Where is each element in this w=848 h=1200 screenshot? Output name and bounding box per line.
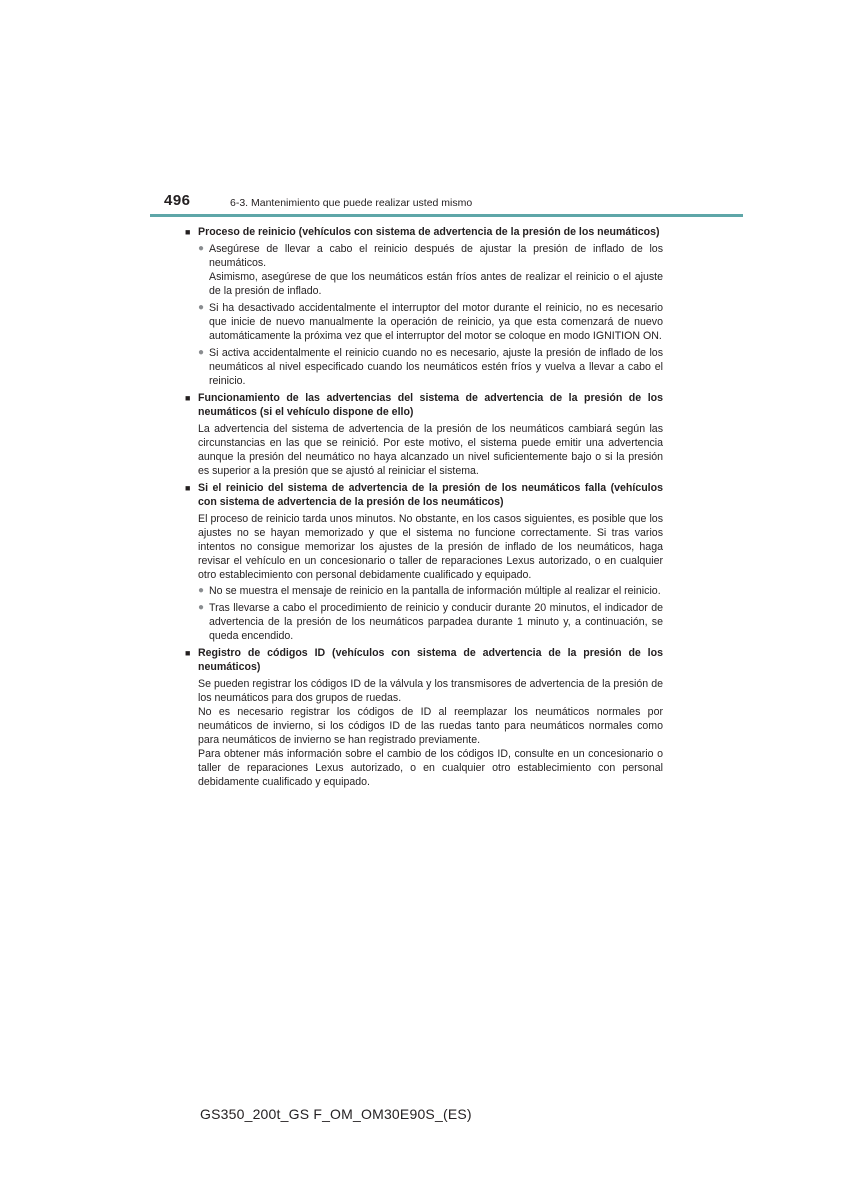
list-item xyxy=(198,301,663,343)
section-reset-process xyxy=(185,225,663,388)
circle-bullet-icon: ● xyxy=(198,243,205,254)
document-code: GS350_200t_GS F_OM_OM30E90S_(ES) xyxy=(200,1106,472,1122)
page-number: 496 xyxy=(164,192,191,209)
circle-bullet-icon: ● xyxy=(198,302,205,313)
list-item xyxy=(198,584,663,598)
list-item xyxy=(198,601,663,643)
section-heading-text: Proceso de reinicio (vehículos con sistema de advertencia de la presión de los neumáticos) xyxy=(198,226,660,238)
section-paragraph: No es necesario registrar los códigos de ID al reemplazar los neumáticos normales por neumáticos de invierno, si los códigos ID de las ruedas tanto para neumáticos normales como para neumáticos de invierno se han registrado previamente. xyxy=(198,706,663,746)
circle-bullet-icon: ● xyxy=(198,602,205,613)
section-heading xyxy=(185,646,663,674)
list-item-text: Si activa accidentalmente el reinicio cuando no es necesario, ajuste la presión de inflado de los neumáticos al nivel especificado cuando los neumáticos estén fríos y vuelva a llevar a cabo el reinicio. xyxy=(209,347,663,387)
section-paragraph: Se pueden registrar los códigos ID de la válvula y los transmisores de advertencia de la presión de los neumáticos para dos grupos de ruedas. xyxy=(198,678,663,704)
section-heading xyxy=(185,225,663,239)
section-heading-text: Funcionamiento de las advertencias del sistema de advertencia de la presión de los neumáticos (si el vehículo dispone de ello) xyxy=(198,392,663,418)
square-bullet-icon: ■ xyxy=(185,648,191,658)
section-reset-failure xyxy=(185,481,663,643)
page-content xyxy=(185,225,663,792)
list-item-text: Si ha desactivado accidentalmente el interruptor del motor durante el reinicio, no es necesario que inicie de nuevo manualmente la operación de reinicio, ya que esta comenzará de nuevo automáticamente la próxima vez que el interruptor del motor se coloque en modo IGNITION ON. xyxy=(209,302,663,342)
header-rule xyxy=(150,214,743,217)
section-heading xyxy=(185,391,663,419)
list-item xyxy=(198,346,663,388)
section-title: 6-3. Mantenimiento que puede realizar usted mismo xyxy=(230,197,473,209)
section-heading xyxy=(185,481,663,509)
list-item-text: Asimismo, asegúrese de que los neumáticos están fríos antes de realizar el reinicio o el ajuste de la presión de inflado. xyxy=(209,271,663,297)
section-paragraph: El proceso de reinicio tarda unos minutos. No obstante, en los casos siguientes, es posible que los ajustes no se hayan memorizado y que el sistema no funcione correctamente. Si tras varios intentos no consigue memorizar los ajustes de la presión de inflado de los neumáticos, haga revisar el vehículo en un concesionario o taller de reparaciones Lexus autorizado, o en cualquier otro establecimiento con personal debidamente cualificado y equipado. xyxy=(198,513,663,581)
circle-bullet-icon: ● xyxy=(198,347,205,358)
circle-bullet-icon: ● xyxy=(198,585,205,596)
list-item-text: Asegúrese de llevar a cabo el reinicio después de ajustar la presión de inflado de los neumáticos. xyxy=(209,243,663,269)
section-heading-text: Si el reinicio del sistema de advertencia de la presión de los neumáticos falla (vehículos con sistema de advertencia de la presión de los neumáticos) xyxy=(198,482,663,508)
square-bullet-icon: ■ xyxy=(185,393,191,403)
list-item-text: Tras llevarse a cabo el procedimiento de reinicio y conducir durante 20 minutos, el indicador de advertencia de la presión de los neumáticos parpadea durante 1 minuto y, a continuación, se queda encendido. xyxy=(209,602,663,642)
list-item-text: No se muestra el mensaje de reinicio en la pantalla de información múltiple al realizar el reinicio. xyxy=(209,585,661,597)
section-heading-text: Registro de códigos ID (vehículos con sistema de advertencia de la presión de los neumáticos) xyxy=(198,647,663,673)
list-item xyxy=(198,242,663,298)
section-paragraph: La advertencia del sistema de advertencia de la presión de los neumáticos cambiará según las circunstancias en las que se reinició. Por este motivo, el sistema puede emitir una advertencia aunque la presión del neumático no haya alcanzado un nivel suficientemente bajo o si la presión es superior a la presión que se ajustó al reiniciar el sistema. xyxy=(198,423,663,477)
section-warning-operation xyxy=(185,391,663,478)
square-bullet-icon: ■ xyxy=(185,227,191,237)
section-id-codes xyxy=(185,646,663,789)
square-bullet-icon: ■ xyxy=(185,483,191,493)
section-paragraph: Para obtener más información sobre el cambio de los códigos ID, consulte en un concesionario o taller de reparaciones Lexus autorizado, o en cualquier otro establecimiento con personal debidamente cualificado y equipado. xyxy=(198,748,663,788)
